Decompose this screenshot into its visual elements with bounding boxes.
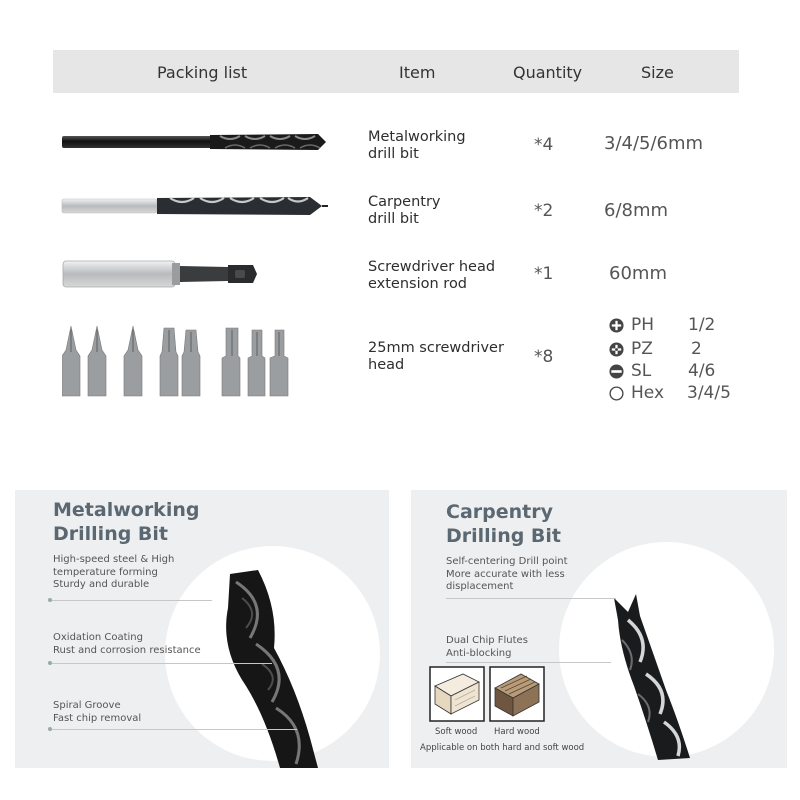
header-item: Item (399, 63, 436, 82)
carpentry-drill-closeup (606, 590, 726, 760)
row-extension-name-line2: extension rod (368, 276, 468, 292)
metal-feature-1-line2: temperature forming (53, 566, 158, 578)
pozidriv-icon (609, 342, 624, 357)
metal-feature-2-line1: Oxidation Coating (53, 632, 143, 643)
row-metal-name (368, 129, 466, 163)
metal-feature-2-line (52, 663, 272, 664)
row-carpentry-size: 6/8mm (604, 200, 669, 221)
carp-feature-2-line (446, 662, 611, 663)
metal-feature-2 (53, 632, 201, 657)
carp-feature-1-line3: displacement (446, 581, 514, 592)
metal-feature-3 (53, 700, 141, 725)
row-extension-name (368, 259, 495, 293)
metal-feature-3-line2: Fast chip removal (53, 712, 142, 724)
metal-title-line1: Metalworking (53, 499, 200, 521)
metal-title-line2: Drilling Bit (53, 523, 169, 545)
carp-feature-2-line1: Dual Chip Flutes (446, 635, 528, 646)
row-bits-qty: *8 (534, 347, 554, 367)
carp-title-line1: Carpentry (446, 501, 553, 523)
metalworking-panel (15, 490, 389, 768)
metal-feature-1 (53, 554, 174, 592)
hard-wood-icon (489, 666, 545, 722)
carp-feature-2 (446, 635, 528, 660)
metal-feature-3-line (52, 729, 297, 730)
legend-hex-value: 3/4/5 (687, 383, 731, 403)
hard-wood-label: Hard wood (494, 727, 540, 737)
carp-feature-2-line2: Anti-blocking (446, 647, 512, 659)
slotted-icon (609, 364, 624, 379)
screwdriver-heads-image (62, 322, 292, 402)
row-bits-name (368, 340, 504, 374)
applicable-caption: Applicable on both hard and soft wood (420, 743, 585, 753)
legend-pz-label: PZ (631, 339, 653, 359)
carp-feature-1 (446, 556, 568, 594)
metal-drill-closeup (200, 568, 340, 768)
row-metal-qty: *4 (534, 135, 554, 155)
soft-wood-label: Soft wood (435, 727, 478, 737)
carpentry-drill-bit-image (60, 193, 330, 219)
metal-feature-3-line1: Spiral Groove (53, 700, 121, 711)
header-size: Size (641, 63, 674, 82)
packing-list-header (53, 50, 739, 93)
metal-title (53, 498, 199, 546)
row-extension-size: 60mm (609, 263, 667, 284)
legend-ph-label: PH (631, 315, 655, 335)
legend-sl-label: SL (631, 361, 652, 381)
row-carpentry-name-line2: drill bit (368, 211, 419, 227)
carp-feature-1-line (446, 598, 616, 599)
row-metal-size: 3/4/5/6mm (604, 133, 704, 154)
hex-icon (609, 386, 624, 401)
metal-feature-1-line3: Sturdy and durable (53, 579, 150, 590)
carp-feature-1-line1: Self-centering Drill point (446, 556, 568, 567)
row-bits-name-line2: head (368, 357, 405, 373)
metal-feature-2-line2: Rust and corrosion resistance (53, 644, 201, 656)
metal-feature-1-line (52, 600, 212, 601)
phillips-icon (609, 318, 624, 333)
soft-wood-icon (429, 666, 485, 722)
row-carpentry-name-line1: Carpentry (368, 194, 441, 210)
header-packing-list: Packing list (157, 63, 248, 82)
legend-hex-label: Hex (631, 383, 665, 403)
row-metal-name-line2: drill bit (368, 146, 419, 162)
carp-feature-1-line2: More accurate with less (446, 568, 565, 580)
row-carpentry-name (368, 194, 441, 228)
carp-title (446, 500, 561, 548)
header-quantity: Quantity (513, 63, 583, 82)
legend-ph-value: 1/2 (688, 315, 716, 335)
row-bits-name-line1: 25mm screwdriver (368, 340, 504, 356)
carp-title-line2: Drilling Bit (446, 525, 562, 547)
carpentry-panel (411, 490, 787, 768)
row-carpentry-qty: *2 (534, 201, 554, 221)
legend-sl-value: 4/6 (688, 361, 716, 381)
row-metal-name-line1: Metalworking (368, 129, 466, 145)
legend-pz-value: 2 (691, 339, 702, 359)
metalworking-drill-bit-image (60, 130, 330, 154)
row-extension-qty: *1 (534, 264, 554, 284)
row-extension-name-line1: Screwdriver head (368, 259, 496, 275)
metal-feature-1-line1: High-speed steel & High (53, 554, 175, 565)
extension-rod-image (60, 258, 260, 290)
